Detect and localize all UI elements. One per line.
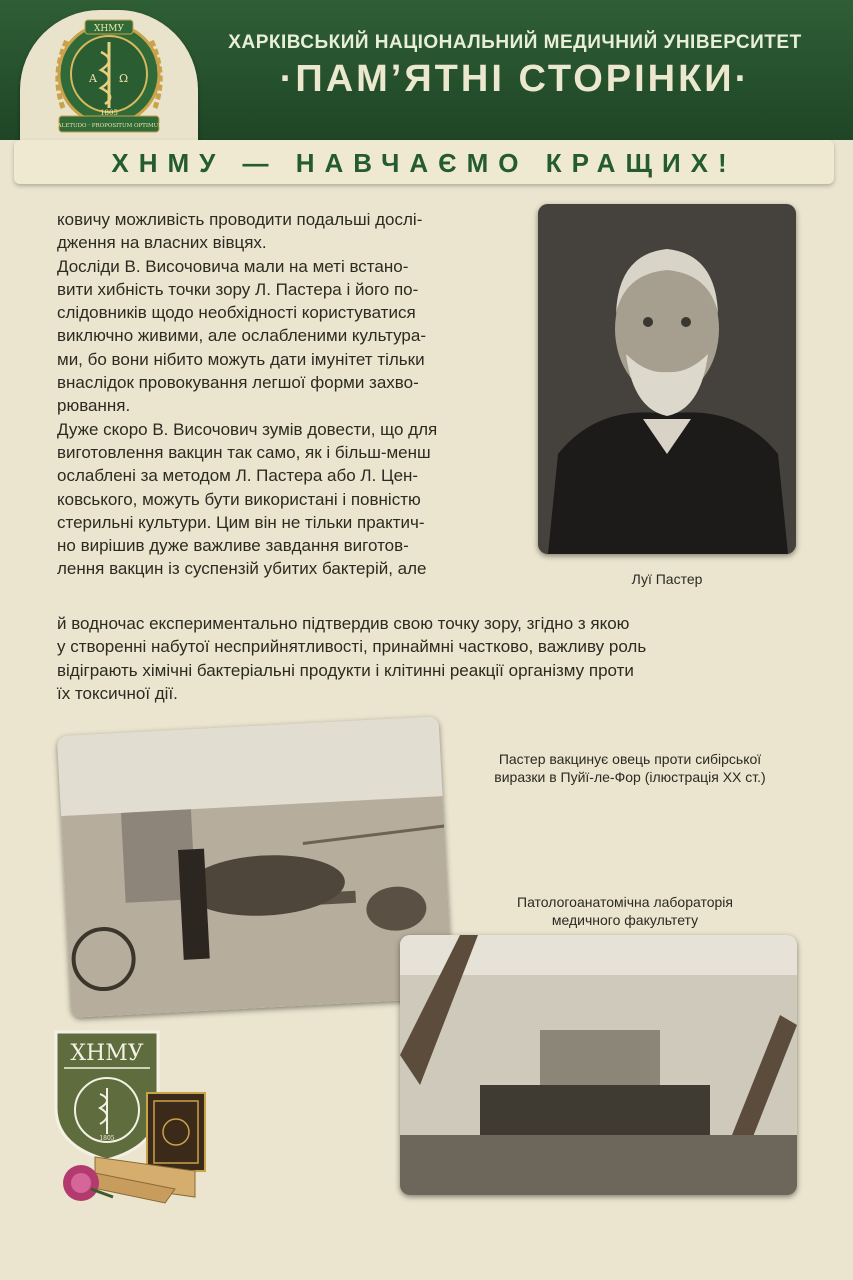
text-line: виготовлення вакцин так само, як і більш-менш (57, 442, 431, 462)
text-line: вити хибність точки зору Л. Пастера і його по- (57, 279, 419, 299)
text-line: й водночас експериментально підтвердив свою точку зору, згідно з якою (57, 614, 630, 633)
text-line: виключно живими, але ослабленими культура- (57, 326, 426, 346)
text-line: їх токсичної дії. (57, 683, 178, 703)
slogan: ХНМУ — НАВЧАЄМО КРАЩИХ! (111, 148, 737, 178)
body-text-wide (57, 612, 817, 705)
svg-text:VALETUDO · PROPOSITUM OPTIMUM: VALETUDO · PROPOSITUM OPTIMUM (54, 123, 164, 129)
caption-vaccination: Пастер вакцинує овець проти сибірської виразки в Пуйї-ле-Фор (ілюстрація XX ст.) (494, 751, 766, 785)
svg-text:1805: 1805 (100, 109, 118, 117)
text-line: ковичу можливість проводити подальші дослі- (57, 210, 423, 229)
text-line: ковського, можуть бути використані і повністю (57, 489, 421, 509)
svg-text:1805: 1805 (99, 1135, 115, 1142)
caption-pasteur: Луї Пастер (631, 571, 703, 587)
text-line: Досліди В. Височовича мали на меті встано- (57, 256, 409, 276)
page-title: ·ПАМ’ЯТНІ СТОРІНКИ· (279, 58, 751, 100)
text-line: ослаблені за методом Л. Пастера або Л. Цен- (57, 466, 419, 486)
text-line: стерильні культури. Цим він не тільки практич- (57, 512, 425, 532)
svg-text:Α: Α (89, 72, 97, 85)
text-line: внаслідок провокування легшої форми захво- (57, 373, 419, 393)
books-and-flower-icon (55, 1085, 215, 1205)
body-text-narrow (57, 208, 527, 581)
laboratory-photo (400, 935, 797, 1195)
caption-laboratory: Патологоанатомічна лабораторія медичного факультету (517, 894, 733, 928)
text-line: у створенні набутої несприйнятливості, принаймні частково, важливу роль (57, 637, 647, 657)
text-line: лення вакцин із суспензій убитих бактерій, але (57, 559, 427, 579)
university-emblem-icon (45, 18, 173, 136)
svg-text:ХНМУ: ХНМУ (94, 24, 124, 34)
text-line: слідовників щодо необхідності користуватися (57, 303, 416, 323)
text-line: ми, бо вони нібито можуть дати імунітет тільки (57, 349, 425, 369)
text-line: Дуже скоро В. Височович зумів довести, що для (57, 419, 438, 439)
text-line: рювання. (57, 396, 131, 416)
text-line: відіграють хімічні бактеріальні продукти і клітинні реакції організму проти (57, 660, 634, 680)
text-line: дження на власних вівцях. (57, 233, 267, 253)
text-line: но вирішив дуже важливе завдання виготов- (57, 536, 409, 556)
pasteur-portrait (538, 204, 796, 554)
svg-text:Ω: Ω (119, 72, 129, 85)
vaccination-illustration (57, 716, 453, 1018)
institution-name: ХАРКІВСЬКИЙ НАЦІОНАЛЬНИЙ МЕДИЧНИЙ УНІВЕРСИТЕТ (228, 32, 802, 53)
svg-text:ХНМУ: ХНМУ (70, 1041, 144, 1066)
